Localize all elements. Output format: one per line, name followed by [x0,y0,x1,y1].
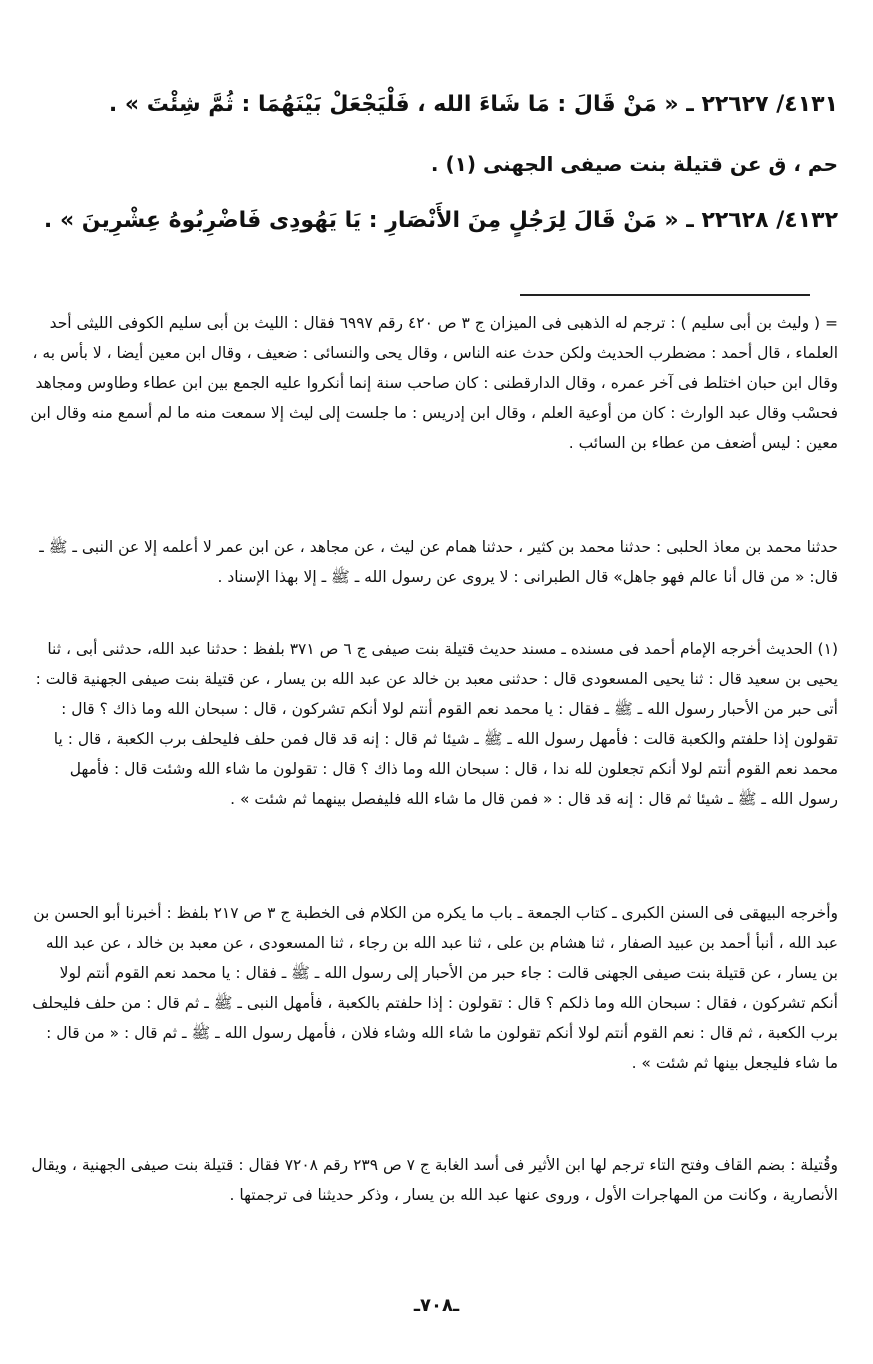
footnote-paragraph: (١) الحديث أخرجه الإمام أحمد فى مسنده ـ مسند حديث قتيلة بنت صيفى ج ٦ ص ٣٧١ بلفظ : حدثنا عبد الله، حدثنى أبى ، ثنا يحيى بن سعيد قال : ثنا يحيى المسعودى قال : حدثنى معبد بن خالد عن عبد الله بن يسار ، عن قتيلة بنت صيفى الجهنية قالت : أتى حبر من الأحبار رسول الله ـ ﷺ ـ فقال : يا محمد نعم القوم أنتم لولا أنكم تشركون ، قال : سبحان الله وما ذاك ؟ قال : تقولون إذا حلفتم والكعبة قالت : فأمهل رسول الله ـ ﷺ ـ شيئا ثم قال : إنه قد قال فمن حلف فليحلف برب الكعبة ، قال : يا محمد نعم القوم أنتم لولا أنكم تجعلون لله ندا ، قال : سبحان الله وما ذاك ؟ قال : تقولون ما شاء الله وشئت قال : فأمهل رسول الله ـ ﷺ ـ شيئا ثم قال : إنه قد قال : « فمن قال ما شاء الله فليفصل بينهما ثم شئت » . [35,640,838,808]
footnote-qutayla [30,1150,838,1210]
hadith-4131: ٤١٣١/ ٢٢٦٢٧ ـ « مَنْ قَالَ : مَا شَاءَ الله ، فَلْيَجْعَلْ بَيْنَهُمَا : ثُمَّ شِئْتَ » . [108,92,838,117]
footnote-tabarani [30,532,838,592]
footnote-paragraph: = ( وليث بن أبى سليم ) : ترجم له الذهبى فى الميزان ج ٣ ص ٤٢٠ رقم ٦٩٩٧ فقال : الليث بن أبى سليم الكوفى الليثى أحد العلماء ، قال أحمد : مضطرب الحديث ولكن حدث عنه الناس ، وقال يحى والنسائى : ضعيف ، وقال ابن معين أيضا ، لا بأس به ، وقال ابن حبان اختلط فى آخر عمره ، وقال الدارقطنى : كان صاحب سنة إنما أنكروا عليه الجمع بين ابن عطاء وطاوس ومجاهد فحسْب وقال عبد الوارث : كان من أوعية العلم ، وقال ابن إدريس : ما جلست إلى ليث إلا سمعت منه ما لم أسمع منه وقال ابن معين : ليس أضعف من عطاء بن السائب . [30,314,838,452]
footnote-continuation [30,308,838,458]
source-reference: حم ، ق عن قتيلة بنت صيفى الجهنى (١) . [430,152,838,176]
footnote-bayhaqi [30,898,838,1078]
hadith-4132: ٤١٣٢/ ٢٢٦٢٨ ـ « مَنْ قَالَ لِرَجُلٍ مِنَ الأَنْصَارِ : يَا يَهُودِى فَاضْرِبُوهُ عِشْرِينَ » . [43,208,838,233]
footnote-paragraph: وقُتيلة : بضم القاف وفتح التاء ترجم لها ابن الأثير فى أسد الغابة ج ٧ ص ٢٣٩ رقم ٧٢٠٨ فقال : قتيلة بنت صيفى الجهنية ، ويقال الأنصارية ، وكانت من المهاجرات الأول ، وروى عنها عبد الله بن يسار ، وذكر حديثنا فى ترجمتها . [31,1156,838,1204]
footnote-paragraph: وأخرجه البيهقى فى السنن الكبرى ـ كتاب الجمعة ـ باب ما يكره من الكلام فى الخطبة ج ٣ ص ٢١٧ بلفظ : أخبرنا أبو الحسن بن عبد الله ، أنبأ أحمد بن عبيد الصفار ، ثنا هشام بن على ، ثنا عبد الله بن رجاء ، ثنا المسعودى ، عن معبد بن خالد ، عن عبد الله بن يسار ، عن قتيلة بنت صيفى الجهنى قالت : جاء حبر من الأحبار إلى رسول الله ـ ﷺ ـ فقال : يا محمد نعم القوم أنتم لولا أنكم تشركون ، فقال : سبحان الله وما ذلكم ؟ قال : تقولون : إذا حلفتم بالكعبة ، فأمهل النبى ـ ﷺ ـ ثم قال : من حلف فليحلف برب الكعبة ، ثم قال : نعم القوم أنتم لولا أنكم تقولون ما شاء الله وشاء فلان ، فأمهل رسول الله ـ ﷺ ـ ثم قال : « من قال : ما شاء فليجعل بينها ثم شئت » . [32,904,838,1072]
footnote-1 [30,634,838,814]
footnote-separator [520,294,810,296]
footnote-paragraph: حدثنا محمد بن معاذ الحلبى : حدثنا محمد بن كثير ، حدثنا همام عن ليث ، عن مجاهد ، عن ابن عمر لا أعلمه إلا عن النبى ـ ﷺ ـ قال: « من قال أنا عالم فهو جاهل» قال الطبرانى : لا يروى عن رسول الله ـ ﷺ ـ إلا بهذا الإسناد . [39,538,838,586]
page-number: ـ٧٠٨ـ [413,1295,460,1316]
